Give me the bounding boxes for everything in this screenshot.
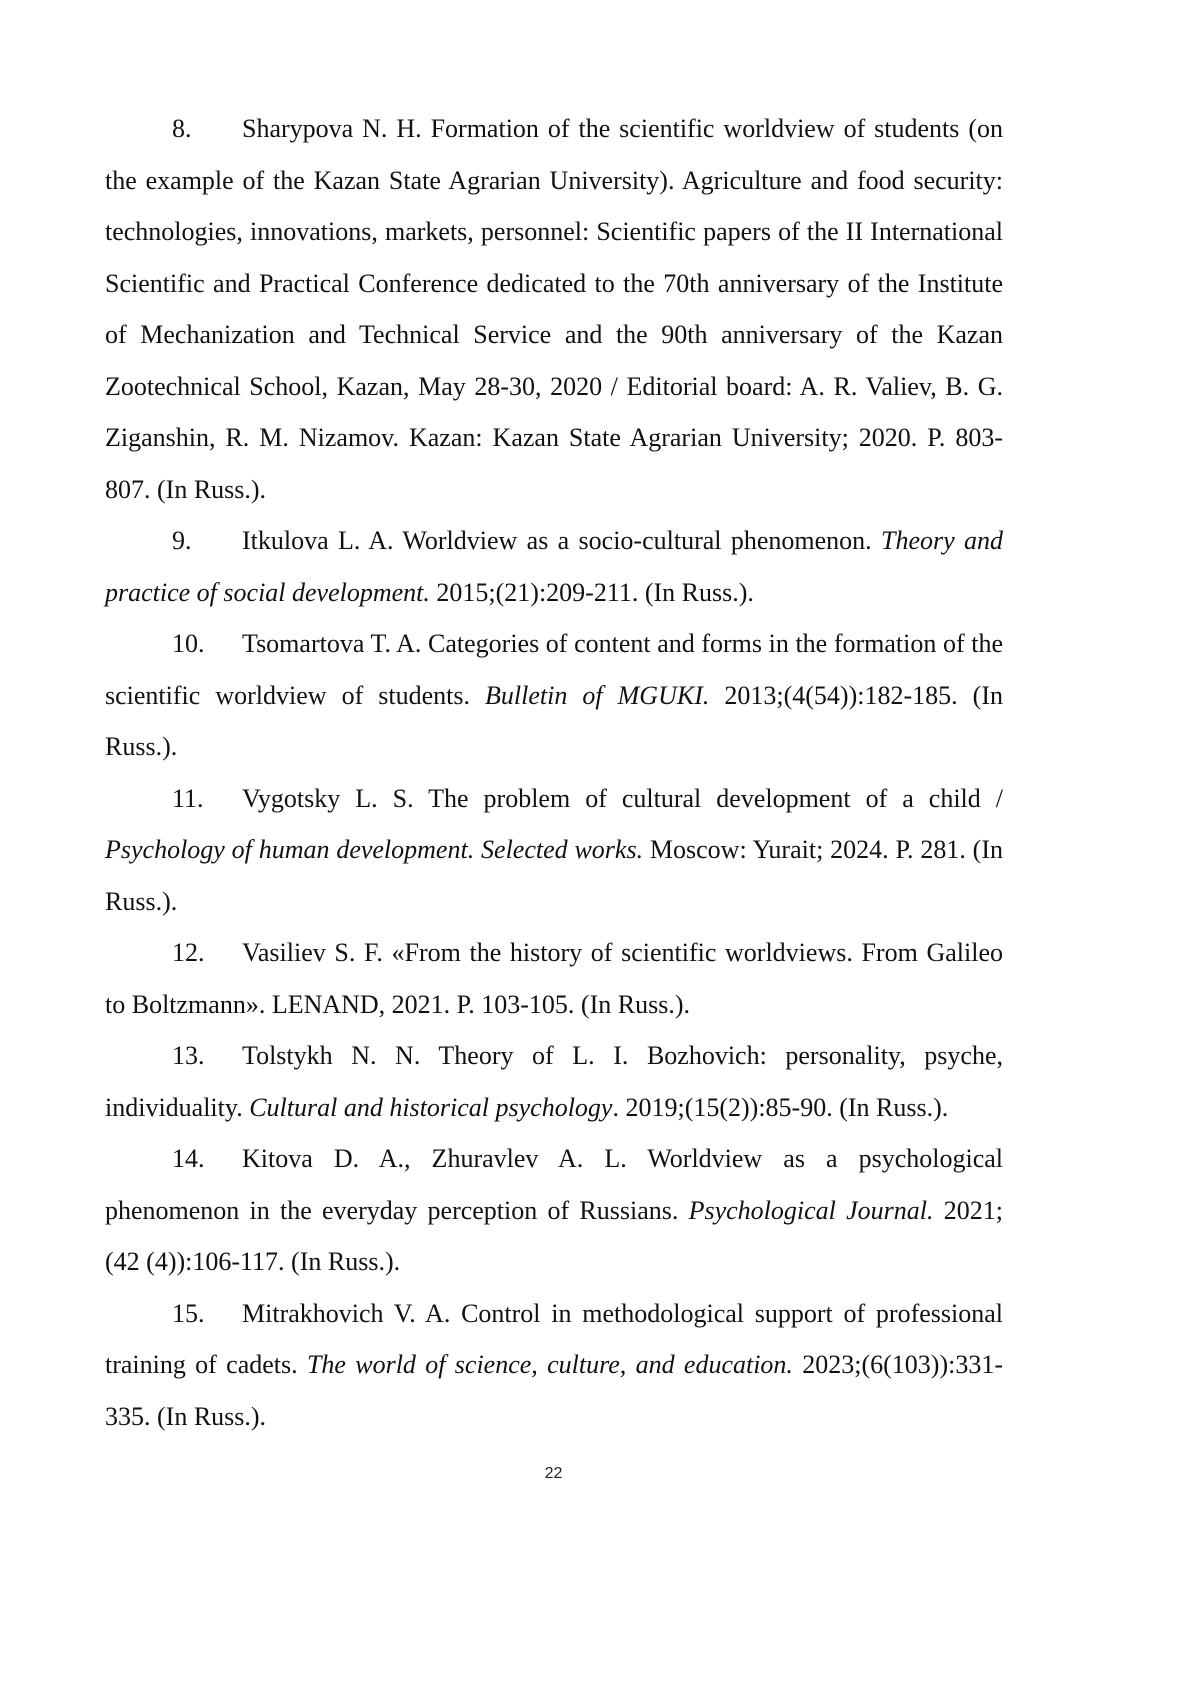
reference-text: . 2019;(15(2)):85-90. (In Russ.). <box>612 1092 949 1122</box>
reference-source-title: Psychological Journal. <box>688 1195 934 1225</box>
reference-number: 10. <box>172 629 205 658</box>
reference-number: 11. <box>172 783 204 813</box>
reference-item <box>105 103 1003 515</box>
reference-text: 2021;(42 (4)):106-117. (In Russ.). <box>105 1195 1003 1276</box>
reference-number: 15. <box>172 1298 205 1328</box>
reference-source-title: The world of science, culture, and education. <box>306 1350 793 1379</box>
reference-item <box>105 1133 1003 1288</box>
reference-number: 14. <box>172 1144 205 1173</box>
reference-item <box>105 1288 1003 1443</box>
reference-item <box>105 515 1003 618</box>
reference-source-title: Theory and practice of social development. <box>105 526 1003 607</box>
reference-text: Tsomartova T. A. Categories of content and forms in the formation of the scientific worldview of students. <box>105 629 1003 710</box>
reference-text: Tolstykh N. N. Theory of L. I. Bozhovich: personality, psyche, individuality. <box>105 1041 1003 1122</box>
reference-list <box>105 103 1003 1442</box>
reference-text: 2013;(4(54)):182-185. (In Russ.). <box>105 680 1003 761</box>
reference-source-title: Bulletin of MGUKI. <box>485 680 710 710</box>
reference-number: 9. <box>172 526 192 555</box>
reference-text: Vasiliev S. F. «From the history of scientific worldviews. From Galileo to Boltzmann». LENAND, 2021. P. 103-105. (In Russ.). <box>105 938 1003 1019</box>
reference-number: 12. <box>172 938 205 967</box>
reference-text: Itkulova L. A. Worldview as a socio-cultural phenomenon. <box>242 526 881 555</box>
reference-source-title: Cultural and historical psychology <box>249 1092 613 1122</box>
reference-text: Vygotsky L. S. The problem of cultural development of a child / <box>242 783 1003 813</box>
reference-text: 2015;(21):209-211. (In Russ.). <box>429 577 754 607</box>
reference-source-title: Psychology of human development. Selected works. <box>105 835 644 864</box>
reference-number: 8. <box>172 114 192 143</box>
reference-item <box>105 927 1003 1030</box>
reference-text: Kitova D. A., Zhuravlev A. L. Worldview as a psychological phenomenon in the everyday perception of Russians. <box>105 1144 1003 1225</box>
reference-text: Sharypova N. H. Formation of the scientific worldview of students (on the example of the Kazan State Agrarian University). Agriculture and food security: technologies, innovations, markets, personnel: Scientific papers of the II International Scientific and Practical Conference dedicated to the 70th anniversary of the Institute of Mechanization and Technical Service and the 90th anniversary of the Kazan Zootechnical School, Kazan, May 28-30, 2020 / Editorial board: A. R. Valiev, B. G. Ziganshin, R. M. Nizamov. Kazan: Kazan State Agrarian University; 2020. P. 803-807. (In Russ.). <box>105 114 1003 504</box>
reference-item <box>105 1030 1003 1133</box>
reference-number: 13. <box>172 1041 205 1070</box>
reference-text: 2023;(6(103)):331-335. (In Russ.). <box>105 1350 1003 1431</box>
reference-item <box>105 618 1003 773</box>
reference-text: Moscow: Yurait; 2024. P. 281. (In Russ.). <box>105 835 1003 916</box>
reference-item <box>105 773 1003 928</box>
page-number: 22 <box>544 1465 563 1482</box>
reference-text: Mitrakhovich V. A. Control in methodological support of professional training of cadets. <box>105 1298 1003 1379</box>
